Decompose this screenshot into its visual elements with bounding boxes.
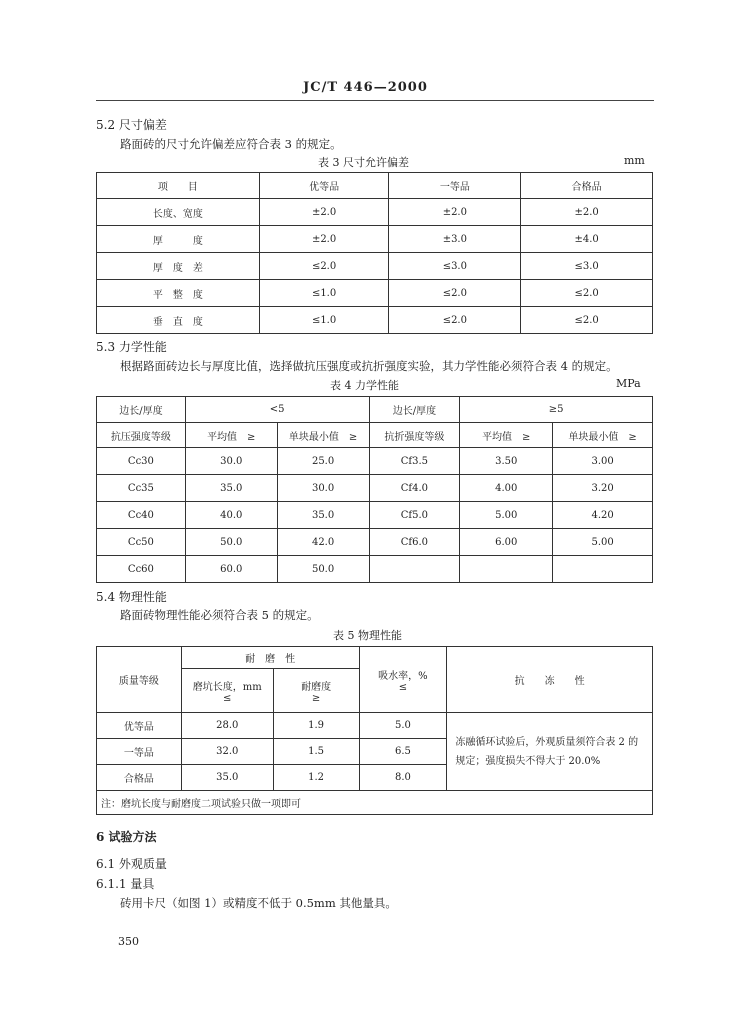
section-5-2-text: 路面砖的尺寸允许偏差应符合表 3 的规定。 bbox=[120, 137, 342, 151]
table-cell: 30.0 bbox=[185, 448, 277, 475]
table5-header-row-1 bbox=[97, 647, 653, 669]
wear-degree-label: 耐磨度 bbox=[301, 681, 332, 693]
table-cell: ±3.0 bbox=[389, 226, 521, 253]
section-6-1-heading: 6.1 外观质量 bbox=[96, 857, 167, 871]
table-cell: 35.0 bbox=[181, 765, 273, 791]
table-cell bbox=[460, 556, 553, 583]
table-cell: 40.0 bbox=[185, 502, 277, 529]
table-cell: 优等品 bbox=[97, 713, 182, 739]
table5-header-wear-degree bbox=[273, 669, 359, 713]
table5-header-wear: 耐 磨 性 bbox=[181, 647, 359, 669]
wear-degree-symbol: ≥ bbox=[311, 692, 321, 704]
table-row bbox=[97, 448, 653, 475]
pit-length-label: 磨坑长度，mm bbox=[192, 681, 262, 693]
section-5-3-text: 根据路面砖边长与厚度比值，选择做抗压强度或抗折强度实验，其力学性能必须符合表 4 的规定。 bbox=[120, 359, 618, 373]
page-number: 350 bbox=[118, 935, 139, 948]
table3-header-first: 一等品 bbox=[389, 173, 521, 199]
table4-header-min: 单块最小值 ≥ bbox=[277, 423, 369, 448]
table5-header-frost: 抗 冻 性 bbox=[447, 647, 653, 713]
table-cell bbox=[553, 556, 653, 583]
table-cell: 50.0 bbox=[277, 556, 369, 583]
table-row bbox=[97, 529, 653, 556]
table-cell: ±4.0 bbox=[521, 226, 653, 253]
table-cell: 平 整 度 bbox=[97, 280, 260, 307]
table-cell: 1.2 bbox=[273, 765, 359, 791]
table-cell: 5.0 bbox=[359, 713, 447, 739]
table5-header-pit-length bbox=[181, 669, 273, 713]
table3-header-superior: 优等品 bbox=[259, 173, 389, 199]
table4-header-flexural-grade: 抗折强度等级 bbox=[369, 423, 460, 448]
table-cell: 8.0 bbox=[359, 765, 447, 791]
table-cell: 3.50 bbox=[460, 448, 553, 475]
table-cell: 30.0 bbox=[277, 475, 369, 502]
section-5-4-heading: 5.4 物理性能 bbox=[96, 590, 167, 604]
table-cell: 1.9 bbox=[273, 713, 359, 739]
table-cell: Cf4.0 bbox=[369, 475, 460, 502]
table-cell: 厚 度 bbox=[97, 226, 260, 253]
table-cell: 32.0 bbox=[181, 739, 273, 765]
table4-header-avg: 平均值 ≥ bbox=[185, 423, 277, 448]
section-5-3-heading: 5.3 力学性能 bbox=[96, 340, 167, 354]
table-cell: ±2.0 bbox=[521, 199, 653, 226]
table-4 bbox=[96, 396, 653, 583]
table5-note: 注：磨坑长度与耐磨度二项试验只做一项即可 bbox=[97, 791, 653, 815]
table4-header-ratio-2: 边长/厚度 bbox=[369, 397, 460, 423]
table5-note-row bbox=[97, 791, 653, 815]
table-cell: 4.20 bbox=[553, 502, 653, 529]
table4-header-ratio: 边长/厚度 bbox=[97, 397, 186, 423]
table-row bbox=[97, 226, 653, 253]
table-row bbox=[97, 475, 653, 502]
table-row bbox=[97, 307, 653, 334]
table-cell: ±2.0 bbox=[389, 199, 521, 226]
section-6-1-1-heading: 6.1.1 量具 bbox=[96, 877, 155, 891]
table-cell: ≤2.0 bbox=[389, 307, 521, 334]
table5-header-grade: 质量等级 bbox=[97, 647, 182, 713]
table4-unit: MPa bbox=[616, 377, 641, 390]
table-cell: 合格品 bbox=[97, 765, 182, 791]
table-cell: Cf5.0 bbox=[369, 502, 460, 529]
header-rule bbox=[96, 100, 654, 101]
table4-header-avg-2: 平均值 ≥ bbox=[460, 423, 553, 448]
table-cell: 6.00 bbox=[460, 529, 553, 556]
table-cell: ≤2.0 bbox=[521, 280, 653, 307]
table-cell: 5.00 bbox=[553, 529, 653, 556]
table4-header-row-2 bbox=[97, 423, 653, 448]
table4-caption: 表 4 力学性能 bbox=[330, 379, 399, 392]
table-cell: ±2.0 bbox=[259, 199, 389, 226]
table-cell: Cc30 bbox=[97, 448, 186, 475]
table-row bbox=[97, 556, 653, 583]
table-cell: ≤2.0 bbox=[389, 280, 521, 307]
table-row bbox=[97, 713, 653, 739]
table-cell: 42.0 bbox=[277, 529, 369, 556]
table-cell: 35.0 bbox=[185, 475, 277, 502]
table-cell: 长度、宽度 bbox=[97, 199, 260, 226]
table4-header-lt5: <5 bbox=[185, 397, 369, 423]
table-cell: 3.20 bbox=[553, 475, 653, 502]
table-cell: 一等品 bbox=[97, 739, 182, 765]
table-row bbox=[97, 253, 653, 280]
table-cell: ≤2.0 bbox=[259, 253, 389, 280]
table3-header-qualified: 合格品 bbox=[521, 173, 653, 199]
table-row bbox=[97, 502, 653, 529]
table-cell: Cc60 bbox=[97, 556, 186, 583]
table-5 bbox=[96, 646, 653, 815]
section-5-4-text: 路面砖物理性能必须符合表 5 的规定。 bbox=[120, 608, 319, 622]
table-cell: ≤1.0 bbox=[259, 307, 389, 334]
table3-unit: mm bbox=[624, 154, 645, 167]
table-cell: 3.00 bbox=[553, 448, 653, 475]
document-header: JC/T 446—2000 bbox=[303, 80, 428, 95]
absorption-symbol: ≤ bbox=[398, 681, 408, 693]
table-cell: ≤1.0 bbox=[259, 280, 389, 307]
section-5-2-heading: 5.2 尺寸偏差 bbox=[96, 118, 167, 132]
table-cell: 4.00 bbox=[460, 475, 553, 502]
table5-frost-text: 冻融循环试验后，外观质量须符合表 2 的规定；强度损失不得大于 20.0% bbox=[447, 713, 653, 791]
pit-length-symbol: ≤ bbox=[223, 692, 232, 704]
table4-header-row-1 bbox=[97, 397, 653, 423]
table3-header-row bbox=[97, 173, 653, 199]
table-cell: ≤3.0 bbox=[389, 253, 521, 280]
table-cell: 垂 直 度 bbox=[97, 307, 260, 334]
table-cell: Cf3.5 bbox=[369, 448, 460, 475]
table-cell: 6.5 bbox=[359, 739, 447, 765]
table-cell: 1.5 bbox=[273, 739, 359, 765]
table4-header-ge5: ≥5 bbox=[460, 397, 653, 423]
table-3 bbox=[96, 172, 653, 334]
table-cell: 厚 度 差 bbox=[97, 253, 260, 280]
section-6-heading: 6 试验方法 bbox=[96, 830, 157, 844]
table3-caption: 表 3 尺寸允许偏差 bbox=[318, 156, 409, 169]
table3-header-item: 项 目 bbox=[97, 173, 260, 199]
table-cell: 60.0 bbox=[185, 556, 277, 583]
table4-header-min-2: 单块最小值 ≥ bbox=[553, 423, 653, 448]
table-cell: ≤3.0 bbox=[521, 253, 653, 280]
table-cell: 28.0 bbox=[181, 713, 273, 739]
table-cell: Cc50 bbox=[97, 529, 186, 556]
table-cell: Cf6.0 bbox=[369, 529, 460, 556]
table-row bbox=[97, 199, 653, 226]
table-cell: 25.0 bbox=[277, 448, 369, 475]
table5-header-absorption bbox=[359, 647, 447, 713]
table-cell: 35.0 bbox=[277, 502, 369, 529]
table4-header-compressive-grade: 抗压强度等级 bbox=[97, 423, 186, 448]
table-cell: Cc40 bbox=[97, 502, 186, 529]
section-6-1-1-text: 砖用卡尺（如图 1）或精度不低于 0.5mm 其他量具。 bbox=[120, 896, 397, 910]
table-cell bbox=[369, 556, 460, 583]
table-row bbox=[97, 280, 653, 307]
table-cell: ≤2.0 bbox=[521, 307, 653, 334]
table-cell: Cc35 bbox=[97, 475, 186, 502]
absorption-label: 吸水率，% bbox=[378, 670, 428, 682]
table-cell: 50.0 bbox=[185, 529, 277, 556]
table-cell: ±2.0 bbox=[259, 226, 389, 253]
table5-caption: 表 5 物理性能 bbox=[333, 629, 402, 642]
table-cell: 5.00 bbox=[460, 502, 553, 529]
